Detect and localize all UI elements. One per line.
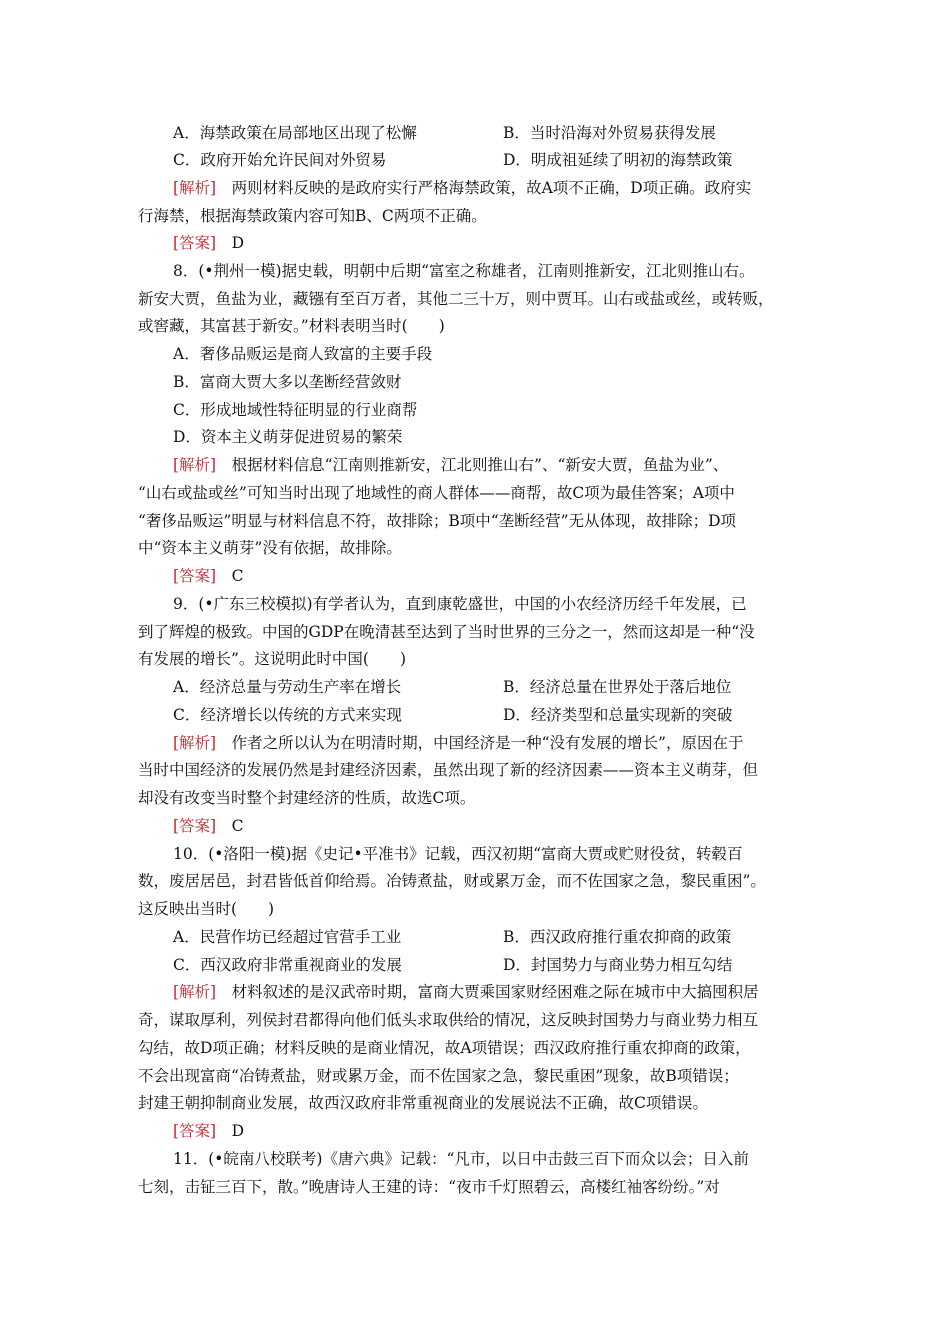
q10-analysis-line-5: 封建王朝抑制商业发展，故西汉政府非常重视商业的发展说法不正确，故C项错误。 bbox=[138, 1094, 708, 1112]
q8-analysis-line-1: [解析] 根据材料信息“江南则推新安，江北则推山右”、“新安大贾，鱼盐为业”、 bbox=[173, 456, 729, 474]
answer-tag: [答案] bbox=[173, 567, 217, 585]
q9-analysis-line-1: [解析] 作者之所以认为在明清时期，中国经济是一种“没有发展的增长”，原因在于 bbox=[173, 734, 744, 752]
q9-analysis-line-3: 却没有改变当时整个封建经济的性质，故选C项。 bbox=[138, 789, 476, 807]
q10-analysis-line-3: 勾结，故D项正确；材料反映的是商业情况，故A项错误；西汉政府推行重农抑商的政策， bbox=[138, 1039, 751, 1057]
q9-option-c: C．经济增长以传统的方式来实现 bbox=[173, 706, 402, 724]
q11-stem-line-1: 11．(•皖南八校联考)《唐六典》记载：“凡市，以日中击鼓三百下而众以会；日入前 bbox=[173, 1150, 749, 1168]
q9-option-d: D．经济类型和总量实现新的突破 bbox=[503, 706, 733, 724]
q7-option-d: D．明成祖延续了明初的海禁政策 bbox=[503, 151, 733, 169]
q9-option-b: B．经济总量在世界处于落后地位 bbox=[503, 678, 732, 696]
q8-option-a: A．奢侈品贩运是商人致富的主要手段 bbox=[173, 345, 433, 363]
q8-analysis-line-2: “山右或盐或丝”可知当时出现了地域性的商人群体——商帮，故C项为最佳答案；A项中 bbox=[138, 484, 735, 502]
analysis-tag: [解析] bbox=[173, 734, 217, 752]
q10-analysis-line-4: 不会出现富商“冶铸煮盐，财或累万金，而不佐国家之急，黎民重困”现象，故B项错误； bbox=[138, 1067, 739, 1085]
answer-tag: [答案] bbox=[173, 1122, 217, 1140]
q10-option-c: C．西汉政府非常重视商业的发展 bbox=[173, 956, 402, 974]
q8-stem-line-3: 或窖藏，其富甚于新安。”材料表明当时( ) bbox=[138, 317, 445, 335]
answer-tag: [答案] bbox=[173, 817, 217, 835]
q9-answer: [答案] C bbox=[173, 817, 244, 835]
q10-stem-line-3: 这反映出当时( ) bbox=[138, 900, 275, 918]
q10-analysis-line-2: 奇，谋取厚利，列侯封君都得向他们低头求取供给的情况，这反映封国势力与商业势力相互 bbox=[138, 1011, 759, 1029]
q9-analysis-line-2: 当时中国经济的发展仍然是封建经济因素，虽然出现了新的经济因素——资本主义萌芽，但 bbox=[138, 761, 759, 779]
analysis-tag: [解析] bbox=[173, 983, 217, 1001]
q10-analysis-line-1: [解析] 材料叙述的是汉武帝时期，富商大贾乘国家财经困难之际在城市中大搞囤积居 bbox=[173, 983, 759, 1001]
q8-stem-line-2: 新安大贾，鱼盐为业，藏镪有至百万者，其他二三十万，则中贾耳。山右或盐或丝，或转贩， bbox=[138, 290, 774, 308]
q8-option-d: D．资本主义萌芽促进贸易的繁荣 bbox=[173, 428, 403, 446]
q7-analysis-line-1: [解析] 两则材料反映的是政府实行严格海禁政策，故A项不正确，D项正确。政府实 bbox=[173, 179, 752, 197]
q7-option-a: A．海禁政策在局部地区出现了松懈 bbox=[173, 124, 417, 142]
q9-option-a: A．经济总量与劳动生产率在增长 bbox=[173, 678, 402, 696]
q10-answer: [答案] D bbox=[173, 1122, 245, 1140]
q9-stem-line-1: 9．(•广东三校模拟)有学者认为，直到康乾盛世，中国的小农经济历经千年发展，已 bbox=[173, 595, 747, 613]
q10-stem-line-2: 数，废居居邑，封君皆低首仰给焉。冶铸煮盐，财或累万金，而不佐国家之急，黎民重困”。 bbox=[138, 872, 766, 890]
q8-option-c: C．形成地域性特征明显的行业商帮 bbox=[173, 401, 418, 419]
answer-tag: [答案] bbox=[173, 234, 217, 252]
analysis-tag: [解析] bbox=[173, 179, 217, 197]
q11-stem-line-2: 七刻，击钲三百下，散。”晚唐诗人王建的诗：“夜市千灯照碧云，高楼红袖客纷纷。”对 bbox=[138, 1178, 720, 1196]
q8-answer: [答案] C bbox=[173, 567, 244, 585]
q7-option-c: C．政府开始允许民间对外贸易 bbox=[173, 151, 387, 169]
q8-analysis-line-3: “奢侈品贩运”明显与材料信息不符，故排除；B项中“垄断经营”无从体现，故排除；D项 bbox=[138, 512, 737, 530]
q10-option-a: A．民营作坊已经超过官营手工业 bbox=[173, 928, 402, 946]
analysis-tag: [解析] bbox=[173, 456, 217, 474]
q9-stem-line-2: 到了辉煌的极致。中国的GDP在晚清甚至达到了当时世界的三分之一，然而这却是一种“没 bbox=[138, 623, 755, 641]
q10-option-b: B．西汉政府推行重农抑商的政策 bbox=[503, 928, 732, 946]
q8-analysis-line-4: 中“资本主义萌芽”没有依据，故排除。 bbox=[138, 539, 402, 557]
q7-analysis-line-2: 行海禁，根据海禁政策内容可知B、C两项不正确。 bbox=[138, 207, 487, 225]
q8-stem-line-1: 8．(•荆州一模)据史载，明朝中后期“富室之称雄者，江南则推新安，江北则推山右。 bbox=[173, 262, 755, 280]
q7-option-b: B．当时沿海对外贸易获得发展 bbox=[503, 124, 716, 142]
q10-stem-line-1: 10．(•洛阳一模)据《史记•平准书》记载，西汉初期“富商大贾或贮财役贫，转毂百 bbox=[173, 845, 743, 863]
q10-option-d: D．封国势力与商业势力相互勾结 bbox=[503, 956, 733, 974]
q9-stem-line-3: 有发展的增长”。这说明此时中国( ) bbox=[138, 650, 407, 668]
q7-answer: [答案] D bbox=[173, 234, 245, 252]
q8-option-b: B．富商大贾大多以垄断经营敛财 bbox=[173, 373, 402, 391]
